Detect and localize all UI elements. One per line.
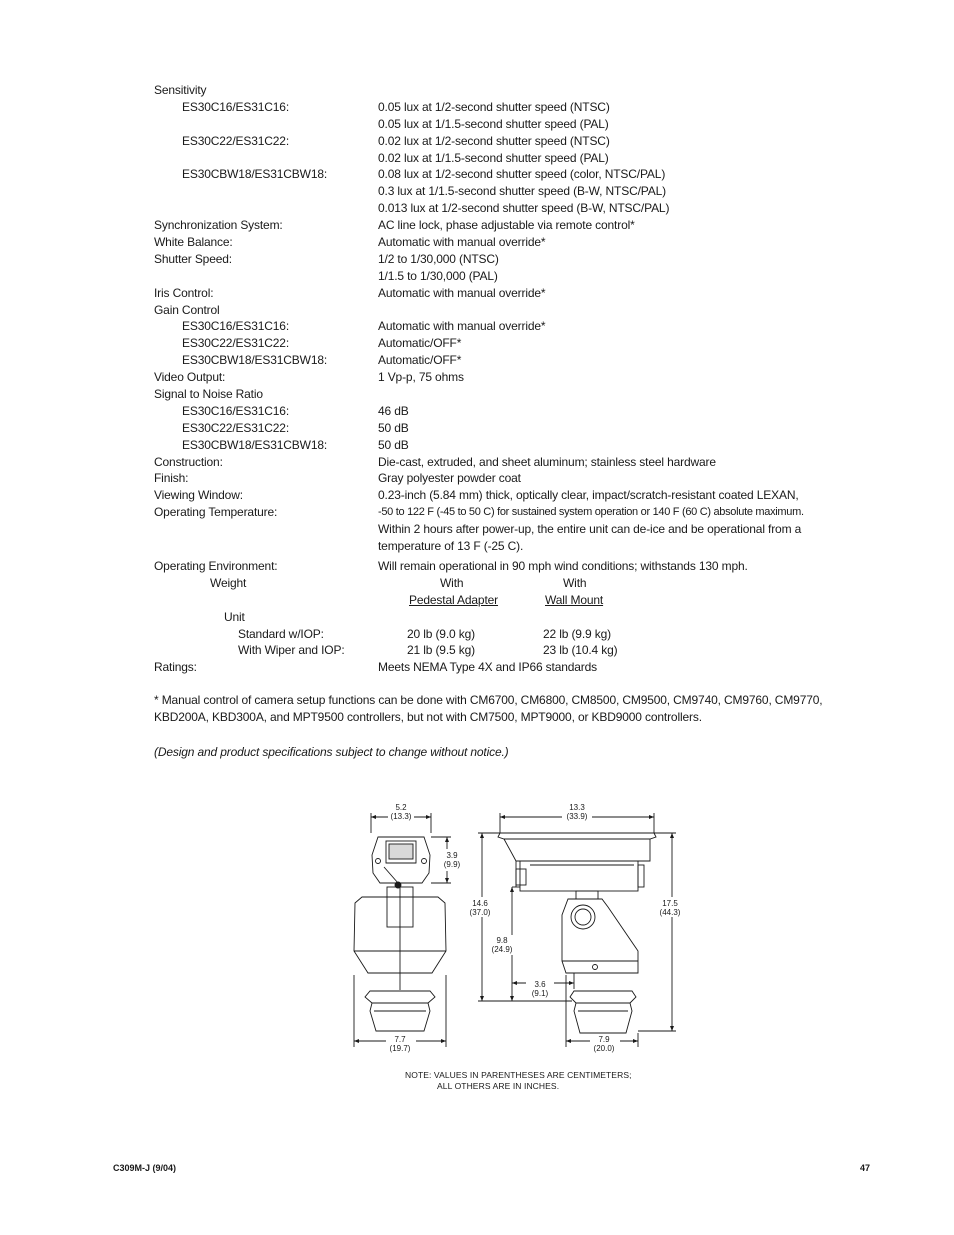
weight-col-heading: With <box>563 575 587 590</box>
spec-value: Gray polyester powder coat <box>378 471 521 486</box>
spec-row-finish <box>154 470 874 487</box>
spec-value: 21 lb (9.5 kg) <box>407 643 475 658</box>
dim-label: (24.9) <box>491 945 513 954</box>
spec-value: Automatic with manual override* <box>378 235 546 250</box>
spec-value: Automatic with manual override* <box>378 285 546 300</box>
weight-row-wiper <box>154 642 874 659</box>
spec-label: ES30C22/ES31C22: <box>182 336 290 351</box>
spec-row <box>154 521 874 538</box>
spec-value: 0.02 lux at 1/2-second shutter speed (NTSC) <box>378 133 610 148</box>
dim-label: 7.9 <box>598 1035 610 1044</box>
dim-label: (37.0) <box>469 908 491 917</box>
spec-row <box>154 166 874 183</box>
spec-value: -50 to 122 F (-45 to 50 C) for sustained system operation or 140 F (60 C) absolute maximum. <box>378 506 804 519</box>
specifications-list <box>154 82 874 676</box>
page-number: 47 <box>859 1163 870 1173</box>
spec-label: Ratings: <box>154 660 197 675</box>
spec-label: Video Output: <box>154 370 226 385</box>
spec-row-shutter <box>154 251 874 268</box>
spec-label: Signal to Noise Ratio <box>154 387 263 402</box>
dim-label: (19.7) <box>389 1044 411 1053</box>
spec-value: 23 lb (10.4 kg) <box>543 643 618 658</box>
front-view-drawing <box>354 813 451 1047</box>
spec-row-ratings <box>154 659 874 676</box>
dim-label: 17.5 <box>662 899 678 908</box>
spec-label: Finish: <box>154 471 189 486</box>
spec-value: 0.05 lux at 1/2-second shutter speed (NTSC) <box>378 99 610 114</box>
spec-value: 22 lb (9.9 kg) <box>543 626 611 641</box>
spec-row <box>154 420 874 437</box>
spec-label: Operating Temperature: <box>154 505 278 520</box>
spec-row <box>154 133 874 150</box>
side-view-drawing <box>478 813 676 1047</box>
spec-value: 20 lb (9.0 kg) <box>407 626 475 641</box>
footnote-line: KBD200A, KBD300A, and MPT9500 controllers, but not with CM7500, MPT9000, or KBD9000 controllers. <box>154 710 702 724</box>
spec-label: Shutter Speed: <box>154 251 232 266</box>
spec-row <box>154 403 874 420</box>
spec-value: 0.02 lux at 1/1.5-second shutter speed (PAL) <box>378 150 609 165</box>
spec-label: Construction: <box>154 454 223 469</box>
spec-label: Operating Environment: <box>154 558 278 573</box>
spec-row-sensitivity <box>154 82 874 99</box>
spec-value: 1/1.5 to 1/30,000 (PAL) <box>378 268 498 283</box>
dimension-note <box>405 1070 632 1092</box>
dim-label: (33.9) <box>566 812 588 821</box>
spec-value: 0.013 lux at 1/2-second shutter speed (B-W, NTSC/PAL) <box>378 201 670 216</box>
spec-value: 0.23-inch (5.84 mm) thick, optically clear, impact/scratch-resistant coated LEXAN, <box>378 488 799 503</box>
spec-label: ES30C16/ES31C16: <box>182 319 290 334</box>
footnote-line: * Manual control of camera setup functions can be done with CM6700, CM6800, CM8500, CM9500, CM9740, CM9760, CM9770, <box>154 693 823 707</box>
spec-row-window <box>154 487 874 504</box>
dimension-note-line: NOTE: VALUES IN PARENTHESES ARE CENTIMETERS; <box>405 1070 632 1080</box>
dim-label: (13.3) <box>390 812 412 821</box>
spec-row <box>154 318 874 335</box>
dimension-drawing <box>340 775 700 1065</box>
weight-row-standard <box>154 626 874 643</box>
dim-label: 7.7 <box>394 1035 406 1044</box>
spec-row <box>154 437 874 454</box>
spec-label: Standard w/IOP: <box>238 626 324 641</box>
spec-row-construction <box>154 454 874 471</box>
weight-unit-row <box>154 609 874 626</box>
dim-label: 3.9 <box>446 851 458 860</box>
spec-label: Iris Control: <box>154 285 214 300</box>
spec-row <box>154 538 874 555</box>
weight-header-row <box>154 575 874 592</box>
spec-value: 50 dB <box>378 420 409 435</box>
spec-row-operating-temp <box>154 504 874 521</box>
spec-value: 1/2 to 1/30,000 (NTSC) <box>378 251 499 266</box>
spec-label: Sensitivity <box>154 83 207 97</box>
spec-row-iris <box>154 285 874 302</box>
spec-label: Gain Control <box>154 302 220 317</box>
spec-value: 0.08 lux at 1/2-second shutter speed (color, NTSC/PAL) <box>378 167 666 182</box>
spec-label: With Wiper and IOP: <box>238 643 345 658</box>
wall-mount-heading: Wall Mount <box>545 592 604 607</box>
dim-label: (20.0) <box>593 1044 615 1053</box>
dim-label: 14.6 <box>472 899 488 908</box>
spec-value: Within 2 hours after power-up, the entire unit can de-ice and be operational from a <box>378 522 802 537</box>
spec-value: Will remain operational in 90 mph wind conditions; withstands 130 mph. <box>378 558 748 573</box>
spec-label: ES30C22/ES31C22: <box>182 420 290 435</box>
spec-label: ES30CBW18/ES31CBW18: <box>182 437 328 452</box>
spec-label: ES30CBW18/ES31CBW18: <box>182 353 328 368</box>
document-code: C309M-J (9/04) <box>113 1163 177 1173</box>
weight-label: Weight <box>210 575 247 590</box>
spec-label: ES30C16/ES31C16: <box>182 99 290 114</box>
weight-header-row <box>154 592 874 609</box>
spec-label: ES30CBW18/ES31CBW18: <box>182 167 328 182</box>
spec-row-operating-env <box>154 558 874 575</box>
spec-row-white-balance <box>154 234 874 251</box>
spec-row-video <box>154 369 874 386</box>
spec-label: Synchronization System: <box>154 218 283 233</box>
spec-label: ES30C16/ES31C16: <box>182 403 290 418</box>
dim-label: (9.9) <box>443 860 461 869</box>
dim-label: (9.1) <box>531 989 549 998</box>
spec-value: 0.05 lux at 1/1.5-second shutter speed (PAL) <box>378 116 609 131</box>
spec-value: AC line lock, phase adjustable via remote control* <box>378 218 635 233</box>
spec-value: temperature of 13 F (-25 C). <box>378 539 524 554</box>
spec-value: 46 dB <box>378 403 409 418</box>
spec-row <box>154 335 874 352</box>
weight-col-heading: With <box>440 575 464 590</box>
dim-label: 9.8 <box>496 936 508 945</box>
unit-label: Unit <box>224 609 245 624</box>
spec-value: 0.3 lux at 1/1.5-second shutter speed (B-W, NTSC/PAL) <box>378 184 666 199</box>
spec-value: Meets NEMA Type 4X and IP66 standards <box>378 660 598 675</box>
spec-row <box>154 99 874 116</box>
dimension-labels <box>386 803 686 1054</box>
spec-value: Automatic/OFF* <box>378 353 462 368</box>
footnote <box>154 692 854 726</box>
dim-label: (44.3) <box>659 908 681 917</box>
spec-value: Die-cast, extruded, and sheet aluminum; stainless steel hardware <box>378 454 716 469</box>
spec-row-snr <box>154 386 874 403</box>
disclaimer: (Design and product specifications subject to change without notice.) <box>154 745 509 759</box>
spec-value: 50 dB <box>378 437 409 452</box>
spec-row <box>154 116 874 133</box>
spec-value: Automatic/OFF* <box>378 336 462 351</box>
dim-label: 5.2 <box>395 803 407 812</box>
spec-row <box>154 200 874 217</box>
spec-label: ES30C22/ES31C22: <box>182 133 290 148</box>
spec-row <box>154 268 874 285</box>
dim-label: 13.3 <box>569 803 585 812</box>
spec-label: White Balance: <box>154 235 233 250</box>
spec-row-sync <box>154 217 874 234</box>
spec-row <box>154 183 874 200</box>
spec-value: 1 Vp-p, 75 ohms <box>378 370 464 385</box>
spec-row <box>154 150 874 167</box>
spec-row <box>154 352 874 369</box>
pedestal-adapter-heading: Pedestal Adapter <box>409 592 499 607</box>
dimension-note-line: ALL OTHERS ARE IN INCHES. <box>437 1081 560 1091</box>
spec-label: Viewing Window: <box>154 488 243 503</box>
dim-label: 3.6 <box>534 980 546 989</box>
spec-row-gain <box>154 302 874 319</box>
spec-value: Automatic with manual override* <box>378 319 546 334</box>
